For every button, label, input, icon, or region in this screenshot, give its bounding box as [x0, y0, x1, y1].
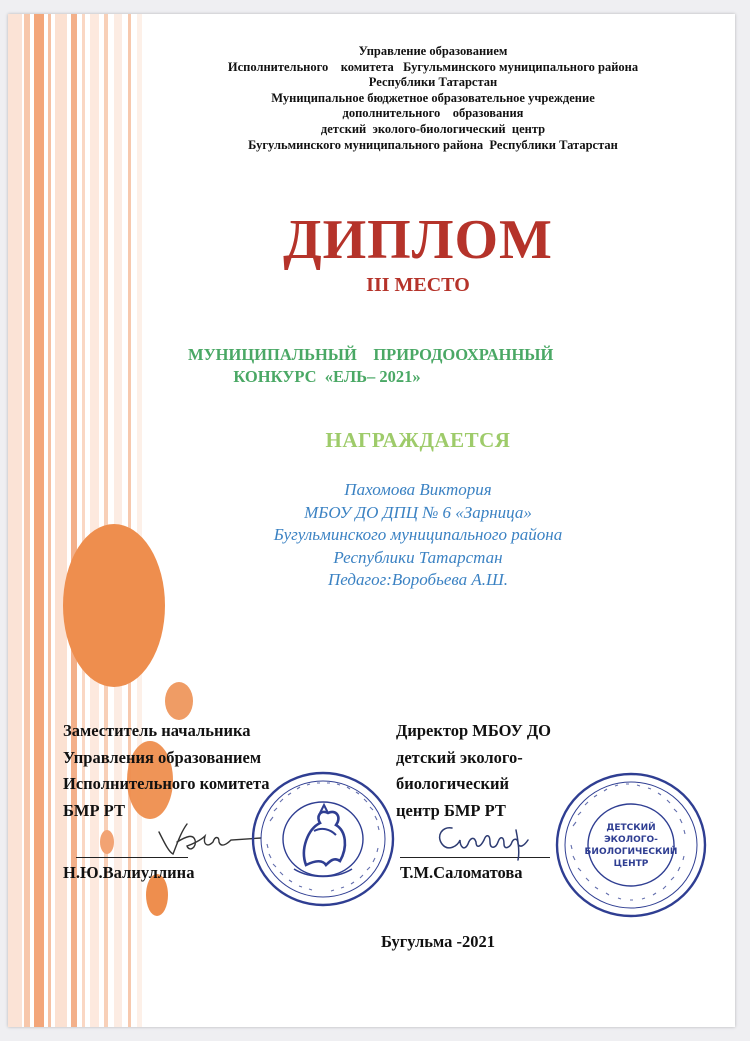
issuer-header: [138, 44, 728, 153]
header-line: Республики Татарстан: [368, 75, 498, 90]
signatory-right-line: детский эколого-: [396, 747, 523, 767]
contest-name: [188, 344, 688, 388]
signatory-left-line: Исполнительного комитета: [63, 774, 270, 793]
contest-line: МУНИЦИПАЛЬНЫЙ ПРИРОДООХРАННЫЙ: [188, 345, 554, 364]
handwritten-signature-left: [153, 814, 263, 864]
stamp-center-text: ЦЕНТР: [613, 859, 649, 869]
header-line: Управление образованием: [358, 44, 508, 58]
official-stamp-left: [250, 769, 396, 909]
contest-line: КОНКУРС «ЕЛЬ– 2021»: [188, 367, 421, 386]
signatory-left-line: Заместитель начальника: [63, 721, 251, 740]
stamp-center-text: ЭКОЛОГО-: [604, 835, 658, 845]
recipient-district: Бугульминского муниципального района: [273, 525, 563, 544]
decor-circle-small: [100, 830, 114, 854]
signatory-right-name: Т.М.Саломатова: [400, 863, 523, 882]
signatory-left: [63, 718, 270, 824]
place-label: III МЕСТО: [366, 274, 470, 296]
header-line: Муниципальное бюджетное образовательное учреждение: [271, 90, 595, 105]
signatory-right-line: Директор МБОУ ДО: [396, 721, 552, 740]
recipient-republic: Республики Татарстан: [333, 547, 503, 567]
signatory-right-line: биологический: [396, 774, 509, 793]
stamp-center-text: ДЕТСКИЙ: [606, 823, 656, 833]
awarded-label: НАГРАЖДАЕТСЯ: [325, 428, 511, 452]
recipient-name: Пахомова Виктория: [344, 480, 492, 499]
header-line: детский эколого-биологический центр: [320, 121, 546, 136]
signatory-right-line: центр БМР РТ: [396, 800, 506, 820]
recipient-block: [188, 479, 648, 592]
diploma-page: [8, 14, 735, 1027]
decor-circle-large: [63, 524, 165, 687]
header-line: Исполнительного комитета Бугульминского муниципального района: [227, 59, 639, 74]
recipient-school: МБОУ ДО ДПЦ № 6 «Зарница»: [304, 502, 532, 522]
signatory-left-line: БМР РТ: [63, 800, 125, 820]
header-line: дополнительного образования: [342, 106, 524, 121]
decor-circle-medium: [165, 682, 193, 720]
recipient-teacher: Педагог:Воробьева А.Ш.: [327, 570, 509, 589]
signatory-right: [396, 718, 551, 824]
signatory-left-name: Н.Ю.Валиуллина: [63, 863, 195, 882]
city-year: Бугульма -2021: [380, 932, 496, 951]
signatory-left-line: Управления образованием: [63, 747, 262, 767]
stamp-center-text: БИОЛОГИЧЕСКИЙ: [584, 847, 678, 857]
official-stamp-right: [553, 770, 709, 920]
diploma-title: ДИПЛОМ: [283, 209, 553, 271]
header-line: Бугульминского муниципального района Республики Татарстан: [248, 137, 618, 152]
handwritten-signature-right: [428, 814, 538, 864]
